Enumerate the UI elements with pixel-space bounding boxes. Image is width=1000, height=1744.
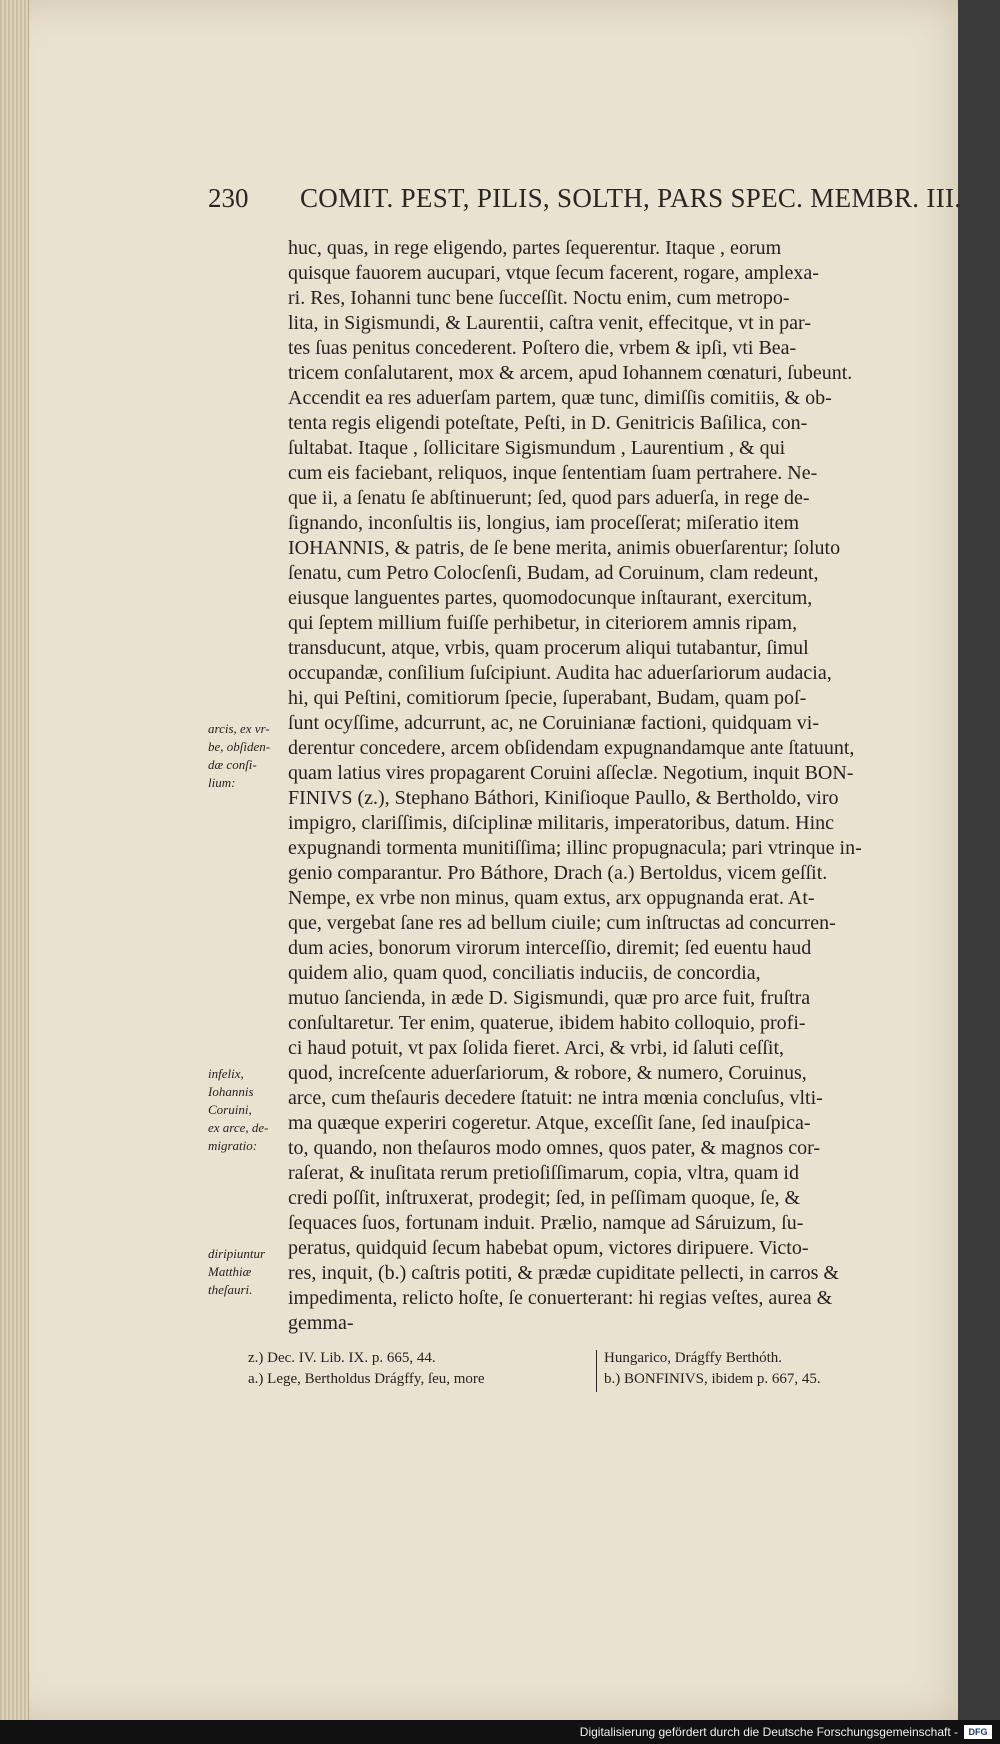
page-edge: [0, 0, 29, 1720]
footnote-line: a.) Lege, Bertholdus Drágffy, ſeu, more: [248, 1371, 485, 1387]
margin-note-line: theſauri.: [208, 1282, 253, 1297]
margin-note-line: arcis, ex vr-: [208, 721, 270, 736]
text-line: ma quæque experiri cogeretur. Atque, exceſſit ſane, ſed inauſpica-: [288, 1112, 811, 1134]
text-line: FINIVS (z.), Stephano Báthori, Kiniſioque Paullo, & Bertholdo, viro: [288, 787, 839, 809]
text-line: ci haud potuit, vt pax ſolida fieret. Arci, & vrbi, id ſaluti ceſſit,: [288, 1037, 784, 1059]
text-line: tricem conſalutarent, mox & arcem, apud Iohannem cœnaturi, ſubeunt.: [288, 362, 853, 384]
text-line: res, inquit, (b.) caſtris potiti, & prædæ cupiditate pellecti, in carros &: [288, 1262, 839, 1284]
footer-credit: Digitalisierung gefördert durch die Deutsche Forschungsgemeinschaft -: [579, 1725, 958, 1739]
margin-note-line: Matthiæ: [208, 1264, 252, 1279]
margin-note-line: ex arce, de-: [208, 1120, 269, 1135]
text-line: Nempe, ex vrbe non minus, quam extus, arx oppugnanda erat. At-: [288, 887, 815, 909]
margin-note-siege-plan: [208, 720, 286, 792]
text-line: impedimenta, relicto hoſte, ſe conuerterant: hi regias veſtes, aurea &: [288, 1287, 833, 1309]
text-line: quidem alio, quam quod, conciliatis induciis, de concordia,: [288, 962, 761, 984]
text-line: arce, cum theſauris decedere ſtatuit: ne intra mœnia concluſus, vlti-: [288, 1087, 823, 1109]
text-line: IOHANNIS, & patris, de ſe bene merita, animis obuerſarentur; ſoluto: [288, 537, 841, 559]
digitization-footer: [0, 1720, 1000, 1744]
footnote-divider: [596, 1350, 597, 1392]
text-line: qui ſeptem millium fuiſſe perhibetur, in citeriorem amnis ripam,: [288, 612, 798, 634]
margin-note-line: be, obſiden-: [208, 739, 271, 754]
margin-note-line: dæ conſi-: [208, 757, 257, 772]
text-line: derentur concedere, arcem obſidendam expugnandamque ante ſtatuunt,: [288, 737, 855, 759]
text-line: huc, quas, in rege eligendo, partes ſequerentur. Itaque , eorum: [288, 237, 782, 259]
text-line: ri. Res, Iohanni tunc bene ſucceſſit. Noctu enim, cum metropo-: [288, 287, 790, 309]
margin-note-line: migratio:: [208, 1138, 258, 1153]
text-line: quam latius vires propagarent Coruini aſſeclæ. Negotium, inquit BON-: [288, 762, 854, 784]
footnotes-left-column: [248, 1348, 593, 1390]
text-line: ſequaces ſuos, fortunam induit. Prælio, namque ad Sáruizum, ſu-: [288, 1212, 804, 1234]
margin-note-line: Iohannis: [208, 1084, 254, 1099]
text-line: dum acies, bonorum virorum interceſſio, diremit; ſed euentu haud: [288, 937, 812, 959]
text-line: conſultaretur. Ter enim, quaterue, ibidem habito colloquio, profi-: [288, 1012, 806, 1034]
text-line: transducunt, atque, vrbis, quam procerum aliqui tutabantur, ſimul: [288, 637, 809, 659]
margin-note-line: lium:: [208, 775, 236, 790]
text-line: impigro, clariſſimis, diſciplinæ militaris, imperatoribus, datum. Hinc: [288, 812, 835, 834]
text-line: peratus, quidquid ſecum habebat opum, victores diripuere. Victo-: [288, 1237, 809, 1259]
text-line: genio comparantur. Pro Báthore, Drach (a.) Bertoldus, vicem geſſit.: [288, 862, 828, 884]
footnotes: [248, 1348, 908, 1398]
text-line: ſenatu, cum Petro Colocſenſi, Budam, ad Coruinum, clam redeunt,: [288, 562, 819, 584]
text-line: gemma-: [288, 1312, 354, 1334]
margin-note-treasure-plundered: [208, 1245, 286, 1299]
page-header: [208, 183, 962, 223]
text-line: quod, increſcente aduerſariorum, & robore, & numero, Coruinus,: [288, 1062, 807, 1084]
footnote-line: Hungarico, Drágffy Berthóth.: [604, 1350, 783, 1366]
text-line: ſunt ocyſſime, adcurrunt, ac, ne Coruinianæ factioni, quidquam vi-: [288, 712, 819, 734]
text-line: quisque fauorem aucupari, vtque ſecum facerent, rogare, amplexa-: [288, 262, 819, 284]
footnote-line: b.) BONFINIVS, ibidem p. 667, 45.: [604, 1371, 821, 1387]
margin-note-corvinus-departure: [208, 1065, 286, 1155]
text-line: tenta regis eligendi poteſtate, Peſti, in D. Genitricis Baſilica, con-: [288, 412, 808, 434]
text-line: mutuo ſancienda, in æde D. Sigismundi, quæ pro arce fuit, fruſtra: [288, 987, 811, 1009]
text-line: lita, in Sigismundi, & Laurentii, caſtra venit, effecitque, vt in par-: [288, 312, 811, 334]
margin-note-line: infelix,: [208, 1066, 244, 1081]
text-line: hi, qui Peſtini, comitiorum ſpecie, ſuperabant, Budam, quam poſ-: [288, 687, 807, 709]
body-text: [288, 236, 913, 1336]
text-line: Accendit ea res aduerſam partem, quæ tunc, dimiſſis comitiis, & ob-: [288, 387, 832, 409]
text-line: eiusque languentes partes, quomodocunque inſtaurant, exercitum,: [288, 587, 813, 609]
text-line: to, quando, non theſauros modo omnes, quos pater, & magnos cor-: [288, 1137, 821, 1159]
text-line: ſultabat. Itaque , ſollicitare Sigismundum , Laurentium , & qui: [288, 437, 786, 459]
dfg-logo-icon: DFG: [964, 1725, 992, 1739]
text-line: raſerat, & inuſitata rerum pretioſiſſimarum, copia, vltra, quam id: [288, 1162, 799, 1184]
text-line: cum eis faciebant, reliquos, inque ſententiam ſuam pertrahere. Ne-: [288, 462, 818, 484]
page-number: 230: [208, 183, 249, 213]
text-line: tes ſuas penitus concederent. Poſtero die, vrbem & ipſi, vti Bea-: [288, 337, 797, 359]
text-line: que, vergebat ſane res ad bellum ciuile; cum inſtructas ad concurren-: [288, 912, 836, 934]
text-line: occupandæ, conſilium ſuſcipiunt. Audita hac aduerſariorum audacia,: [288, 662, 832, 684]
text-line: expugnandi tormenta munitiſſima; illinc propugnacula; pari vtrinque in-: [288, 837, 862, 859]
footnotes-right-column: [604, 1348, 904, 1390]
running-head: COMIT. PEST, PILIS, SOLTH, PARS SPEC. MEMBR. III.: [300, 183, 962, 213]
margin-note-line: diripiuntur: [208, 1246, 266, 1261]
text-line: que ii, a ſenatu ſe abſtinuerunt; ſed, quod pars aduerſa, in rege de-: [288, 487, 810, 509]
text-line: ſignando, inconſultis iis, longius, iam proceſſerat; miſeratio item: [288, 512, 800, 534]
text-line: credi poſſit, inſtruxerat, prodegit; ſed, in peſſimam quoque, ſe, &: [288, 1187, 801, 1209]
margin-note-line: Coruini,: [208, 1102, 252, 1117]
footnote-line: z.) Dec. IV. Lib. IX. p. 665, 44.: [248, 1350, 436, 1366]
